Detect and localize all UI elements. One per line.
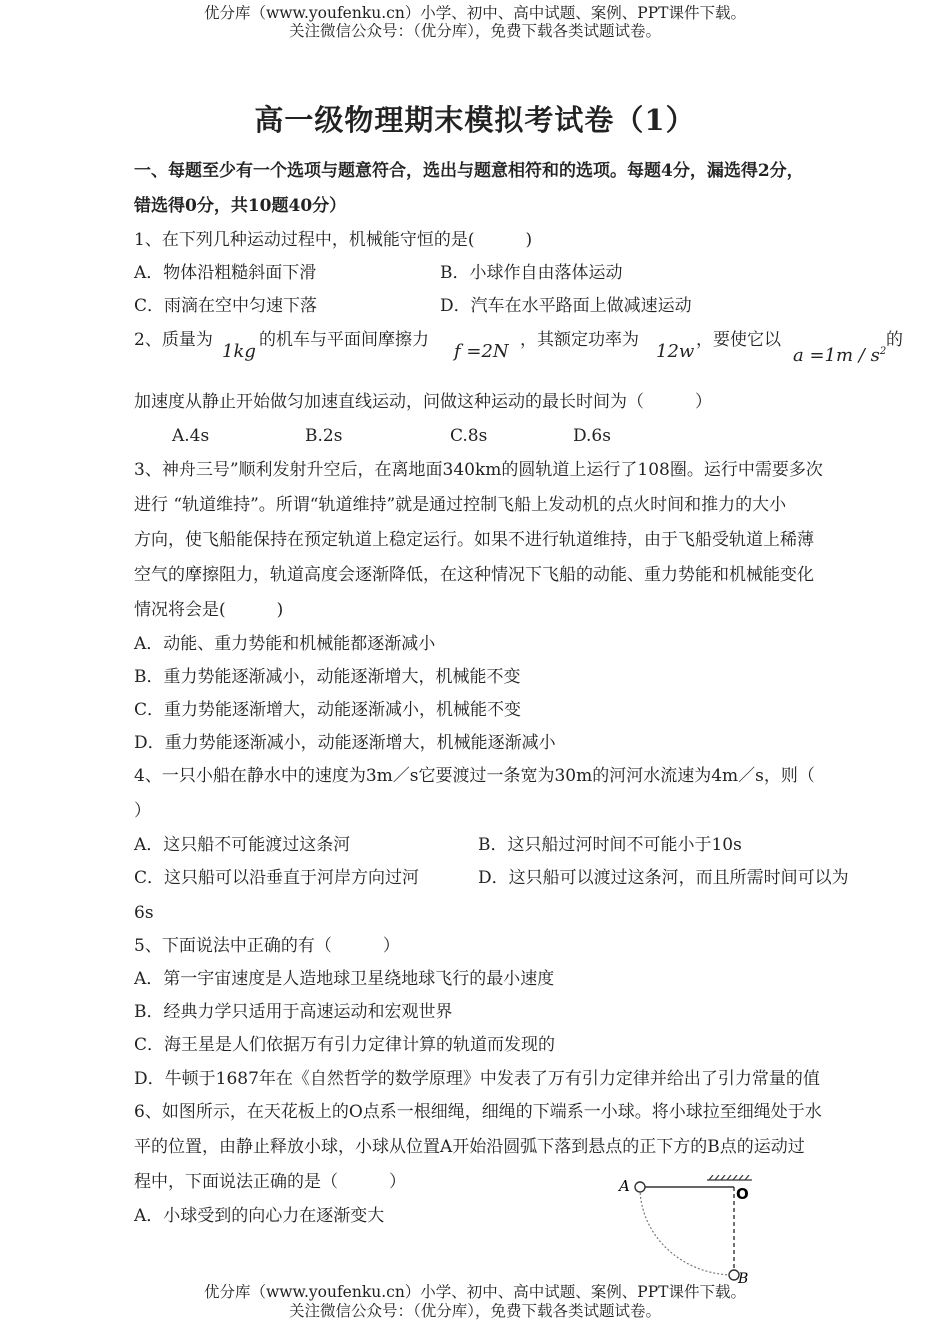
q4-option-d: D．这只船可以渡过这条河，而且所需时间可以为: [478, 868, 849, 888]
q6-line-1: 6、如图所示，在天花板上的O点系一根细绳，细绳的下端系一小球。将小球拉至细绳处于水: [134, 1102, 822, 1122]
q4-option-b: B．这只船过河时间不可能小于10s: [478, 835, 742, 855]
footer-line-1: 优分库（www.youfenku.cn）小学、初中、高中试题、案例、PPT课件下载。: [203, 1283, 747, 1301]
q6-line-2: 平的位置，由静止释放小球，小球从位置A开始沿圆弧下落到悬点的正下方的B点的运动过: [134, 1137, 805, 1157]
q3-line-2: 进行 “轨道维持”。所谓“轨道维持”就是通过控制飞船上发动机的点火时间和推力的大小: [134, 495, 787, 515]
q4-option-a: A．这只船不可能渡过这条河: [134, 835, 351, 855]
q3-line-5: 情况将会是( ): [134, 600, 284, 620]
q5-option-a: A．第一宇宙速度是人造地球卫星绕地球飞行的最小速度: [134, 969, 555, 989]
q3-line-4: 空气的摩擦阻力，轨道高度会逐渐降低，在这种情况下飞船的动能、重力势能和机械能变化: [134, 565, 814, 585]
page-title: 高一级物理期末模拟考试卷（1）: [254, 103, 696, 137]
q3-option-c: C．重力势能逐渐增大，动能逐渐减小，机械能不变: [134, 700, 522, 720]
q1-option-d: D．汽车在水平路面上做减速运动: [440, 296, 692, 316]
q4-line-2: ）: [134, 801, 151, 821]
section-heading-line-1: 一、每题至少有一个选项与题意符合，选出与题意相符和的选项。每题4分，漏选得2分，: [134, 161, 804, 181]
header-line-2: 关注微信公众号：（优分库），免费下载各类试题试卷。: [288, 22, 661, 40]
q2-stem-part-4: ，要使它以: [696, 330, 781, 350]
q5-option-d: D．牛顿于1687年在《自然哲学的数学原理》中发表了万有引力定律并给出了引力常量的值: [134, 1069, 820, 1089]
q3-option-a: A．动能、重力势能和机械能都逐渐减小: [134, 634, 436, 654]
q5-option-b: B．经典力学只适用于高速运动和宏观世界: [134, 1002, 453, 1022]
ceiling-hatch: [707, 1175, 752, 1180]
q2-math-acceleration: $a =1m / s^2$: [793, 345, 887, 366]
q1-option-a: A．物体沿粗糙斜面下滑: [134, 263, 317, 283]
q2-stem-part-3: ，其额定功率为: [520, 330, 639, 350]
pendulum-figure: [612, 1175, 762, 1285]
q5-option-c: C．海王星是人们依据万有引力定律计算的轨道而发现的: [134, 1035, 556, 1055]
q6-line-3: 程中，下面说法正确的是（ ）: [134, 1172, 406, 1192]
circular-arc-path: [640, 1189, 734, 1275]
q6-option-a: A．小球受到的向心力在逐渐变大: [134, 1206, 385, 1226]
q2-option-c: C.8s: [450, 426, 488, 446]
q2-option-b: B.2s: [305, 426, 343, 446]
label-a: A: [619, 1177, 630, 1195]
header-line-1: 优分库（www.youfenku.cn）小学、初中、高中试题、案例、PPT课件下载。: [203, 4, 747, 22]
q2-stem-part-2: 的机车与平面间摩擦力: [259, 330, 429, 350]
q2-stem-line-2: 加速度从静止开始做匀加速直线运动，问做这种运动的最长时间为（ ）: [134, 392, 712, 412]
q1-option-b: B．小球作自由落体运动: [440, 263, 623, 283]
q1-option-c: C．雨滴在空中匀速下落: [134, 296, 318, 316]
q2-math-power: 12w: [656, 341, 695, 362]
ball-position-a: [635, 1182, 645, 1192]
label-o: O: [736, 1185, 749, 1203]
q2-stem-part-1: 2、质量为: [134, 330, 213, 350]
q2-math-friction: f =2N: [454, 341, 509, 362]
q4-option-d-cont: 6s: [134, 903, 154, 923]
q5-stem: 5、下面说法中正确的有（ ）: [134, 936, 400, 956]
q2-math-mass: 1kg: [222, 341, 256, 362]
q3-line-1: 3、神舟三号”顺利发射升空后，在离地面340km的圆轨道上运行了108圈。运行中需要多次: [134, 460, 823, 480]
q4-line-1: 4、一只小船在静水中的速度为3m／s它要渡过一条宽为30m的河河水流速为4m／s，则（: [134, 766, 815, 786]
q3-option-d: D．重力势能逐渐减小，动能逐渐增大，机械能逐渐减小: [134, 733, 556, 753]
q4-option-c: C．这只船可以沿垂直于河岸方向过河: [134, 868, 420, 888]
section-heading-line-2: 错选得0分，共10题40分）: [134, 196, 347, 216]
footer-line-2: 关注微信公众号：（优分库），免费下载各类试题试卷。: [288, 1302, 661, 1320]
q2-option-d: D.6s: [573, 426, 611, 446]
q2-stem-part-5: 的: [886, 330, 903, 350]
q2-option-a: A.4s: [172, 426, 210, 446]
q3-line-3: 方向，使飞船能保持在预定轨道上稳定运行。如果不进行轨道维持，由于飞船受轨道上稀薄: [134, 530, 814, 550]
q3-option-b: B．重力势能逐渐减小，动能逐渐增大，机械能不变: [134, 667, 521, 687]
label-b: B: [738, 1271, 749, 1285]
q1-stem: 1、在下列几种运动过程中，机械能守恒的是( ): [134, 230, 533, 250]
